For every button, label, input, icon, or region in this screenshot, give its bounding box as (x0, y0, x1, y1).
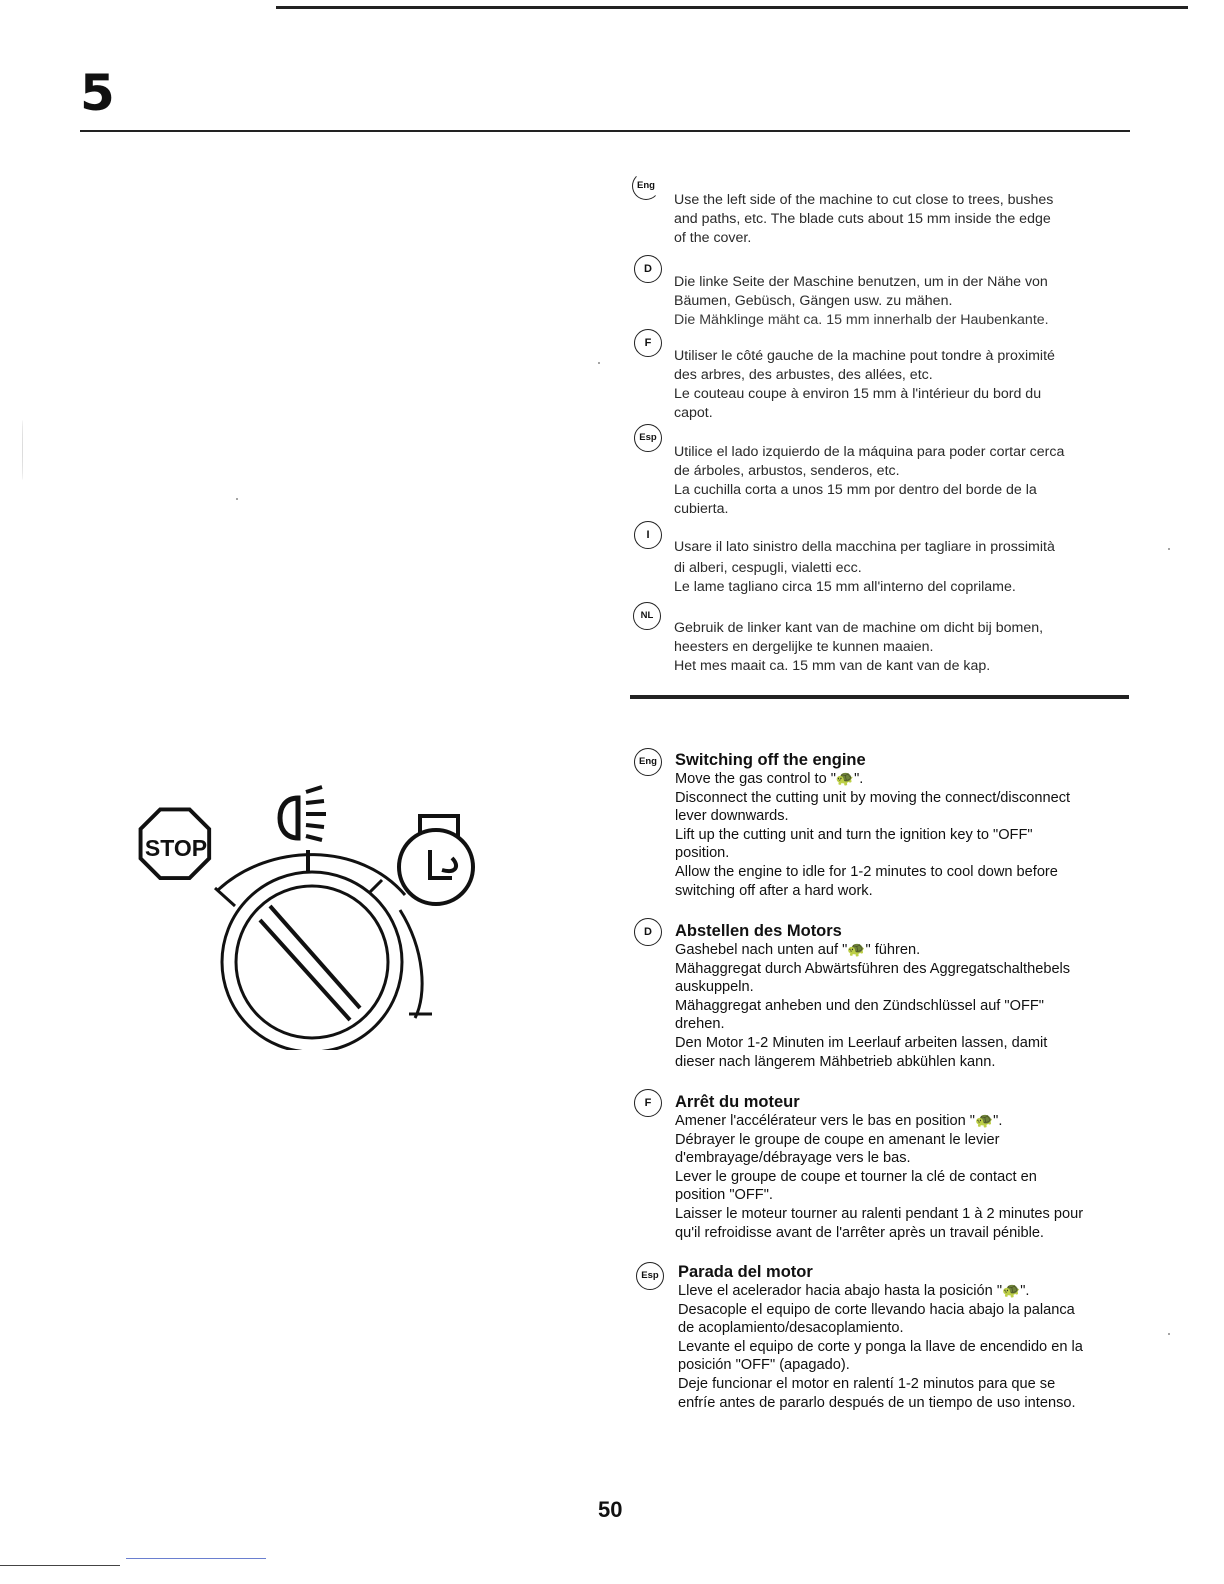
text-line: enfríe antes de pararlo después de un tiempo de uso intenso. (678, 1394, 1076, 1411)
text-line: switching off after a hard work. (675, 882, 873, 899)
text-line: lever downwards. (675, 808, 789, 825)
text-line: auskuppeln. (675, 979, 754, 996)
text-line: de árboles, arbustos, senderos, etc. (674, 463, 900, 479)
text-line: La cuchilla corta a unos 15 mm por dentro del borde de la (674, 482, 1037, 498)
text-line: position. (675, 845, 730, 862)
section-separator (630, 695, 1129, 699)
cutting-text-f (674, 347, 1124, 423)
text-line: Move the gas control to "🐢". (675, 771, 864, 787)
top-rule (276, 6, 1188, 9)
text-line: Amener l'accélérateur vers le bas en position "🐢". (675, 1113, 1003, 1129)
section-switching-off-eng (675, 750, 1130, 900)
language-badge-f: F (634, 329, 662, 357)
footer-rule (0, 1565, 120, 1566)
ignition-switch-illustration (130, 770, 490, 1050)
text-line: Desacople el equipo de corte llevando hacia abajo la palanca (678, 1301, 1075, 1318)
text-line: Den Motor 1-2 Minuten im Leerlauf arbeiten lassen, damit (675, 1034, 1048, 1051)
engine-start-icon (399, 816, 473, 904)
text-line: de acoplamiento/desacoplamiento. (678, 1320, 904, 1337)
text-line: Bäumen, Gebüsch, Gängen usw. zu mähen. (674, 293, 953, 309)
text-line: Disconnect the cutting unit by moving the connect/disconnect (675, 789, 1071, 806)
text-line: Use the left side of the machine to cut close to trees, bushes (674, 192, 1054, 208)
text-line: Le lame tagliano circa 15 mm all'interno del coprilame. (674, 579, 1016, 595)
text-line: Le couteau coupe à environ 15 mm à l'intérieur du bord du (674, 386, 1042, 402)
text-line: Allow the engine to idle for 1-2 minutes to cool down before (675, 863, 1058, 880)
text-line: Utiliser le côté gauche de la machine pout tondre à proximité (674, 348, 1055, 364)
section-title: Parada del motor (678, 1263, 813, 1281)
chapter-number: 5 (80, 64, 115, 122)
text-line: Débrayer le groupe de coupe en amenant le levier (675, 1131, 1000, 1148)
text-line: Usare il lato sinistro della macchina per tagliare in prossimità (674, 539, 1055, 555)
cutting-text-eng (674, 191, 1124, 248)
cutting-text-nl (674, 619, 1124, 676)
section-switching-off-esp (678, 1262, 1133, 1412)
language-badge-d: D (634, 918, 662, 946)
text-line: Het mes maait ca. 15 mm van de kant van de kap. (674, 658, 991, 674)
language-badge-eng: Eng (634, 748, 662, 776)
header-rule (80, 130, 1130, 132)
text-line: Lift up the cutting unit and turn the ignition key to "OFF" (675, 826, 1033, 843)
text-line: Lleve el acelerador hacia abajo hasta la posición "🐢". (678, 1283, 1030, 1299)
text-line: Gashebel nach unten auf "🐢" führen. (675, 942, 921, 958)
text-line: heesters en dergelijke te kunnen maaien. (674, 639, 934, 655)
text-line: qu'il refroidisse avant de l'arrêter après un travail pénible. (675, 1224, 1044, 1241)
text-line: d'embrayage/débrayage vers le bas. (675, 1150, 911, 1167)
language-badge-d: D (634, 255, 662, 283)
text-line: capot. (674, 405, 713, 421)
text-line: Mähaggregat anheben und den Zündschlüssel auf "OFF" (675, 997, 1044, 1014)
text-line: Levante el equipo de corte y ponga la llave de encendido en la (678, 1338, 1083, 1355)
language-badge-esp: Esp (634, 424, 662, 452)
cutting-text-i (674, 537, 1124, 596)
text-line: Laisser le moteur tourner au ralenti pendant 1 à 2 minutes pour (675, 1205, 1084, 1222)
text-line: Utilice el lado izquierdo de la máquina para poder cortar cerca (674, 444, 1065, 460)
language-badge-eng: Eng (632, 172, 660, 200)
language-badge-f: F (634, 1089, 662, 1117)
cutting-text-d (674, 273, 1124, 330)
text-line: Deje funcionar el motor en ralentí 1-2 minutos para que se (678, 1375, 1056, 1392)
scan-mark (236, 498, 238, 500)
text-line: drehen. (675, 1016, 725, 1033)
scan-mark (22, 420, 23, 480)
language-badge-nl: NL (633, 602, 661, 630)
section-title: Arrêt du moteur (675, 1093, 800, 1111)
ignition-key-slot (222, 872, 402, 1050)
text-line: Gebruik de linker kant van de machine om dicht bij bomen, (674, 620, 1044, 636)
page-number: 50 (598, 1497, 623, 1522)
text-line: Mähaggregat durch Abwärtsführen des Aggregatschalthebels (675, 960, 1071, 977)
text-line: of the cover. (674, 230, 752, 246)
section-switching-off-d (675, 921, 1130, 1071)
text-line: position "OFF". (675, 1187, 773, 1204)
text-line: Lever le groupe de coupe et tourner la clé de contact en (675, 1168, 1037, 1185)
headlight-icon (280, 787, 326, 840)
language-badge-i: I (634, 521, 662, 549)
text-line: posición "OFF" (apagado). (678, 1357, 850, 1374)
scan-mark (1168, 548, 1170, 550)
text-line: di alberi, cespugli, vialetti ecc. (674, 560, 862, 576)
text-line: cubierta. (674, 501, 729, 517)
text-line: and paths, etc. The blade cuts about 15 mm inside the edge (674, 211, 1051, 227)
text-line: Die linke Seite der Maschine benutzen, um in der Nähe von (674, 274, 1048, 290)
language-badge-esp: Esp (636, 1262, 664, 1290)
scan-mark (598, 362, 600, 364)
stop-sign-icon (141, 809, 210, 878)
footer-rule-accent (126, 1558, 266, 1559)
section-title: Abstellen des Motors (675, 922, 842, 940)
stop-label: STOP (144, 835, 208, 861)
text-line: dieser nach längerem Mähbetrieb abkühlen kann. (675, 1053, 996, 1070)
text-line: Die Mähklinge mäht ca. 15 mm innerhalb der Haubenkante. (674, 312, 1049, 328)
scan-mark (1168, 1333, 1170, 1335)
section-switching-off-f (675, 1092, 1130, 1242)
cutting-text-esp (674, 443, 1124, 519)
text-line: des arbres, des arbustes, des allées, etc. (674, 367, 933, 383)
section-title: Switching off the engine (675, 751, 866, 769)
